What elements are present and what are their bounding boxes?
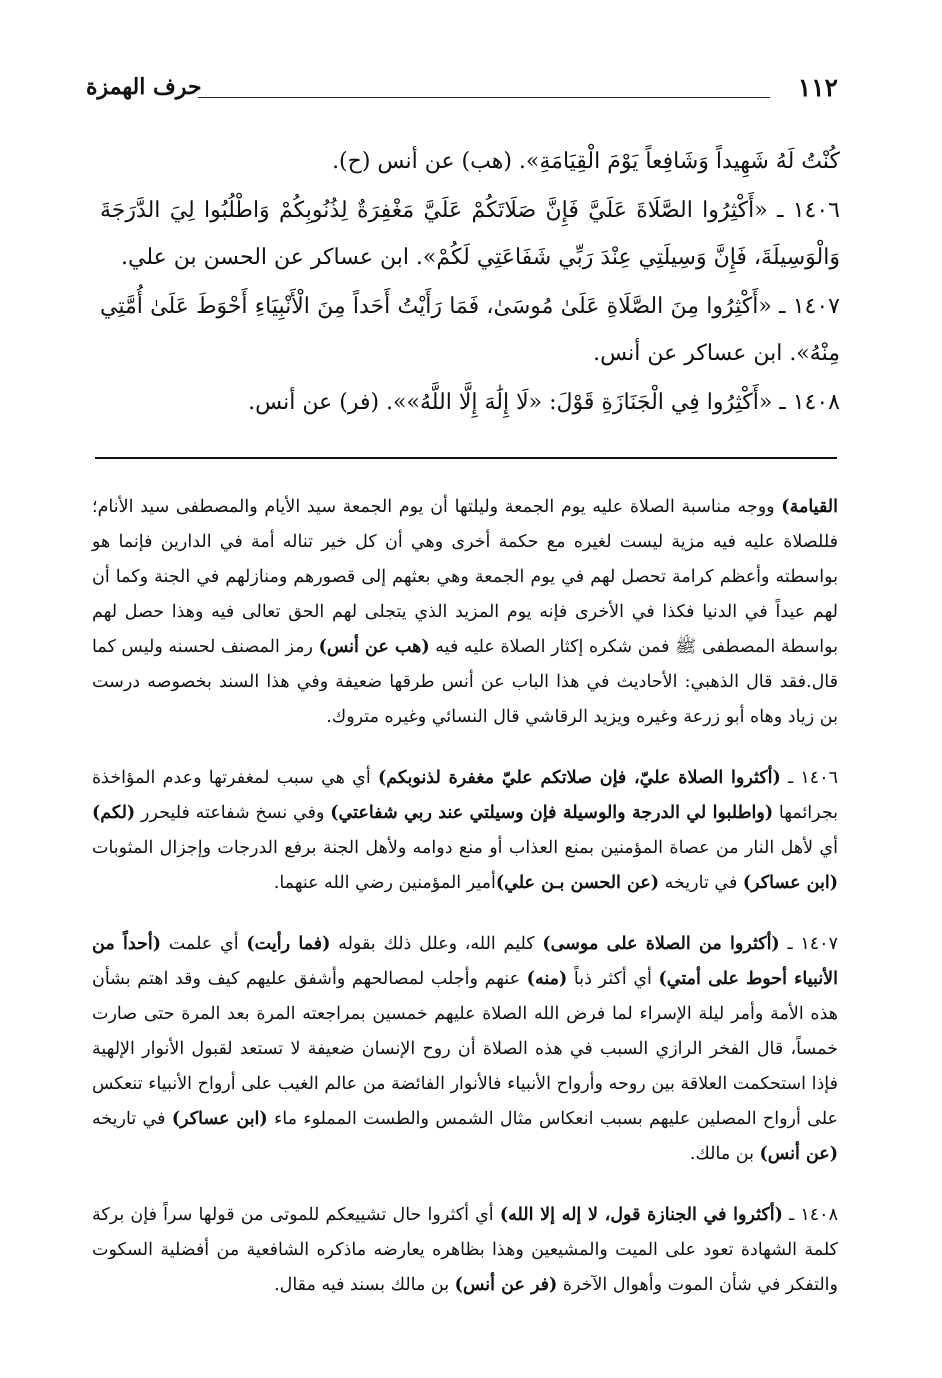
commentary-text: وفي نسخ شفاعته فليحرر	[135, 803, 331, 823]
bold-phrase: (أحداً من الأنبياء أحوط على أمتي)	[92, 934, 838, 989]
page-header	[86, 70, 838, 104]
entry-number: ١٤٠٦ ـ	[780, 768, 838, 788]
entry-number: ١٤٠٨ ـ	[782, 1205, 838, 1225]
commentary-text: بن مالك.	[689, 1144, 760, 1164]
entry-number: ١٤٠٧ ـ	[779, 934, 838, 954]
hadith-continuation: كُنْتُ لَهُ شَهِيداً وَشَافِعاً يَوْمَ الْقِيَامَةِ». (هب) عن أنس (ح).	[332, 149, 840, 174]
running-title: حرف الهمزة	[86, 74, 202, 100]
bold-phrase: (منه)	[526, 969, 568, 989]
bold-phrase: (أكثروا من الصلاة على موسى)	[542, 934, 780, 954]
page-number: ١١٢	[797, 72, 838, 102]
commentary-text: في تاريخه	[659, 873, 743, 893]
commentary-text: بن مالك بسند فيه مقال.	[274, 1275, 455, 1295]
commentary-text: أي أكثروا حال تشييعكم للموتى من قولها سراً فإن بركة كلمة الشهادة تعود على الميت والمشيعين وهذا بظاهره يعارضه ماذكره الشافعية من أفضلية السكوت والتفكر في شأن الموت وأهوال الآخرة	[92, 1205, 838, 1295]
commentary-text: أي هي سبب لمغفرتها وعدم المؤاخذة بجرائمها	[92, 768, 838, 823]
commentary-1408	[92, 1198, 838, 1303]
commentary-text: في تاريخه	[92, 1109, 172, 1129]
section-separator	[95, 457, 837, 459]
bold-phrase: (لكم)	[92, 803, 136, 823]
bold-phrase: (أكثروا الصلاة عليّ، فإن صلاتكم عليّ مغفرة لذنوبكم)	[377, 768, 781, 788]
bold-phrase: القيامة)	[781, 497, 838, 517]
commentary-text: عنهم وأجلب لمصالحهم وأشفق عليهم كيف وقد اهتم بشأن هذه الأمة وأمر ليلة الإسراء لما فرض الله الصلاة عليهم خمسين بمراجعته المرة بعد المرة حتى صارت خمساً، قال الفخر الرازي السبب في هذه الصلاة أن روح الإنسان ضعيفة لا تستعد لقبول الأنوار الإلهية فإذا استحكمت العلاقة بين روحه وأرواح الأنبياء فالأنوار الفائضة من عالم الغيب على أرواح الأنبياء تنعكس على أرواح المصلين عليهم بسبب انعكاس مثال الشمس والطست المملوء ماء	[92, 969, 838, 1129]
bold-phrase: (ابن عساكر)	[171, 1109, 268, 1129]
hadith-text-section	[100, 138, 840, 428]
commentary-continuation	[92, 490, 838, 735]
bold-phrase: (فر عن أنس)	[454, 1275, 558, 1295]
commentary-text: أي أكثر ذباً	[567, 969, 659, 989]
bold-phrase: (عن أنس)	[759, 1144, 838, 1164]
bold-phrase: (أكثروا في الجنازة قول، لا إله إلا الله)	[499, 1205, 783, 1225]
hadith-1407: ١٤٠٧ ـ «أَكْثِرُوا مِنَ الصَّلَاةِ عَلَىٰ مُوسَىٰ، فَمَا رَأَيْتُ أَحَداً مِنَ الْأَنْبِيَاءِ أَحْوَطَ عَلَىٰ أُمَّتِي مِنْهُ». ابن عساكر عن أنس.	[100, 294, 840, 366]
bold-phrase: (واطلبوا لي الدرجة والوسيلة فإن وسيلتي عند ربي شفاعتي)	[330, 803, 774, 823]
bold-phrase: (فما رأيت)	[246, 934, 331, 954]
commentary-text: ووجه مناسبة الصلاة عليه يوم الجمعة وليلتها أن يوم الجمعة سيد الأيام والمصطفى سيد الأنام؛ فللصلاة عليه فيه مزية ليست لغيره مع حكمة أخرى وهي أن كل خير تناله أمة في الدارين فإنما هو بواسطته وأعظم كرامة تحصل لهم في يوم الجمعة وهي بعثهم إلى قصورهم ومنازلهم في الجنة وكما أن لهم عيداً في الدنيا فكذا في الأخرى فإنه يوم المزيد الذي يتجلى لهم الحق تعالى فيه وهذا حصل لهم بواسطة المصطفى ﷺ فمن شكره إكثار الصلاة عليه فيه	[92, 497, 838, 657]
header-rule	[198, 97, 770, 98]
hadith-1406: ١٤٠٦ ـ «أَكْثِرُوا الصَّلَاةَ عَلَيَّ فَإِنَّ صَلَاتَكُمْ عَلَيَّ مَغْفِرَةٌ لِذُنُوبِكُمْ وَاطْلُبُوا لِيَ الدَّرَجَةَ وَالْوَسِيلَةَ، فَإِنَّ وَسِيلَتِي عِنْدَ رَبِّي شَفَاعَتِي لَكُمْ». ابن عساكر عن الحسن بن علي.	[100, 198, 840, 270]
commentary-text: رمز المصنف لحسنه وليس كما قال.فقد قال الذهبي: الأحاديث في هذا الباب عن أنس طرقها ضعيفة وفي هذا السند بخصوصه درست بن زياد وهاه أبو زرعة وغيره ويزيد الرقاشي قال النسائي وغيره متروك.	[92, 637, 838, 727]
bold-phrase: (هب عن أنس)	[318, 637, 430, 657]
commentary-text: كليم الله، وعلل ذلك بقوله	[330, 934, 543, 954]
bold-phrase: (عن الحسن بـن علي)	[495, 873, 660, 893]
commentary-text: أي علمت	[161, 934, 247, 954]
commentary-text: أمير المؤمنين رضي الله عنهما.	[273, 873, 496, 893]
hadith-1408: ١٤٠٨ ـ «أَكْثِرُوا فِي الْجَنَازَةِ قَوْلَ: «لَا إِلَٰهَ إِلَّا اللَّهُ»». (فر) عن أنس.	[248, 390, 840, 415]
bold-phrase: (ابن عساكر)	[742, 873, 838, 893]
commentary-section	[92, 490, 838, 1329]
commentary-text: أي لأهل النار من عصاة المؤمنين بمنع العذاب أو منع دوامه ولأهل الجنة برفع الدرجات وإجزال المثوبات	[92, 838, 838, 858]
commentary-1407	[92, 927, 838, 1172]
commentary-1406	[92, 761, 838, 901]
